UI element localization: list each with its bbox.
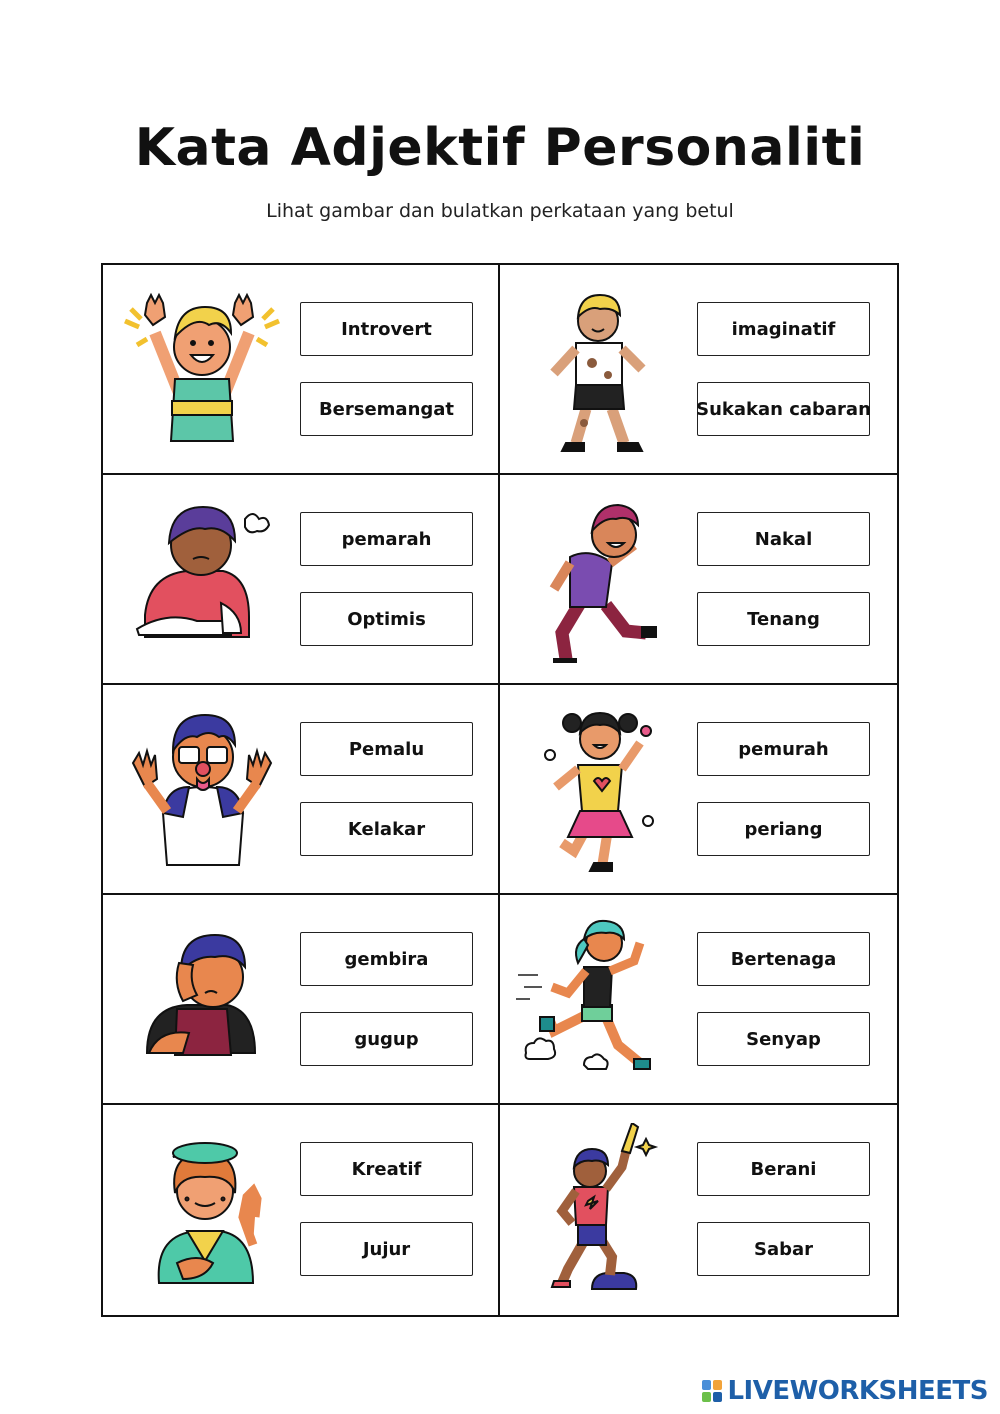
question-cell-7 [103, 895, 500, 1105]
excited-child-icon [117, 283, 287, 453]
sneaky-child-icon [514, 493, 684, 663]
option-button[interactable]: pemarah [300, 512, 473, 566]
question-cell-5 [103, 685, 500, 895]
option-button[interactable]: Sabar [697, 1222, 870, 1276]
worried-child-icon [117, 913, 287, 1083]
hero-child-icon [514, 1123, 684, 1293]
option-button[interactable]: Sukakan cabaran [697, 382, 870, 436]
question-cell-2 [500, 265, 897, 475]
option-button[interactable]: Pemalu [300, 722, 473, 776]
silly-man-icon [117, 703, 287, 873]
question-cell-6 [500, 685, 897, 895]
page-title: Kata Adjektif Personaliti [134, 118, 866, 178]
option-button[interactable]: Introvert [300, 302, 473, 356]
question-cell-3 [103, 475, 500, 685]
angry-child-icon [117, 493, 287, 663]
liveworksheets-logo-icon [701, 1379, 723, 1403]
option-button[interactable]: Jujur [300, 1222, 473, 1276]
question-cell-10 [500, 1105, 897, 1315]
running-girl-icon [514, 913, 684, 1083]
option-button[interactable]: gembira [300, 932, 473, 986]
muddy-child-icon [514, 283, 684, 453]
brand-name: LIVEWORKSHEETS [727, 1376, 988, 1406]
option-button[interactable]: Berani [697, 1142, 870, 1196]
option-button[interactable]: Kreatif [300, 1142, 473, 1196]
scout-girl-icon [117, 1123, 287, 1293]
brand-logo [701, 1376, 988, 1406]
question-cell-9 [103, 1105, 500, 1315]
option-button[interactable]: Nakal [697, 512, 870, 566]
option-button[interactable]: Kelakar [300, 802, 473, 856]
page-instructions: Lihat gambar dan bulatkan perkataan yang betul [266, 200, 734, 222]
worksheet-grid [101, 263, 899, 1317]
question-cell-8 [500, 895, 897, 1105]
cheerful-girl-icon [514, 703, 684, 873]
question-cell-1 [103, 265, 500, 475]
option-button[interactable]: Bertenaga [697, 932, 870, 986]
option-button[interactable]: pemurah [697, 722, 870, 776]
option-button[interactable]: gugup [300, 1012, 473, 1066]
option-button[interactable]: Senyap [697, 1012, 870, 1066]
option-button[interactable]: Optimis [300, 592, 473, 646]
option-button[interactable]: imaginatif [697, 302, 870, 356]
option-button[interactable]: periang [697, 802, 870, 856]
question-cell-4 [500, 475, 897, 685]
option-button[interactable]: Bersemangat [300, 382, 473, 436]
option-button[interactable]: Tenang [697, 592, 870, 646]
